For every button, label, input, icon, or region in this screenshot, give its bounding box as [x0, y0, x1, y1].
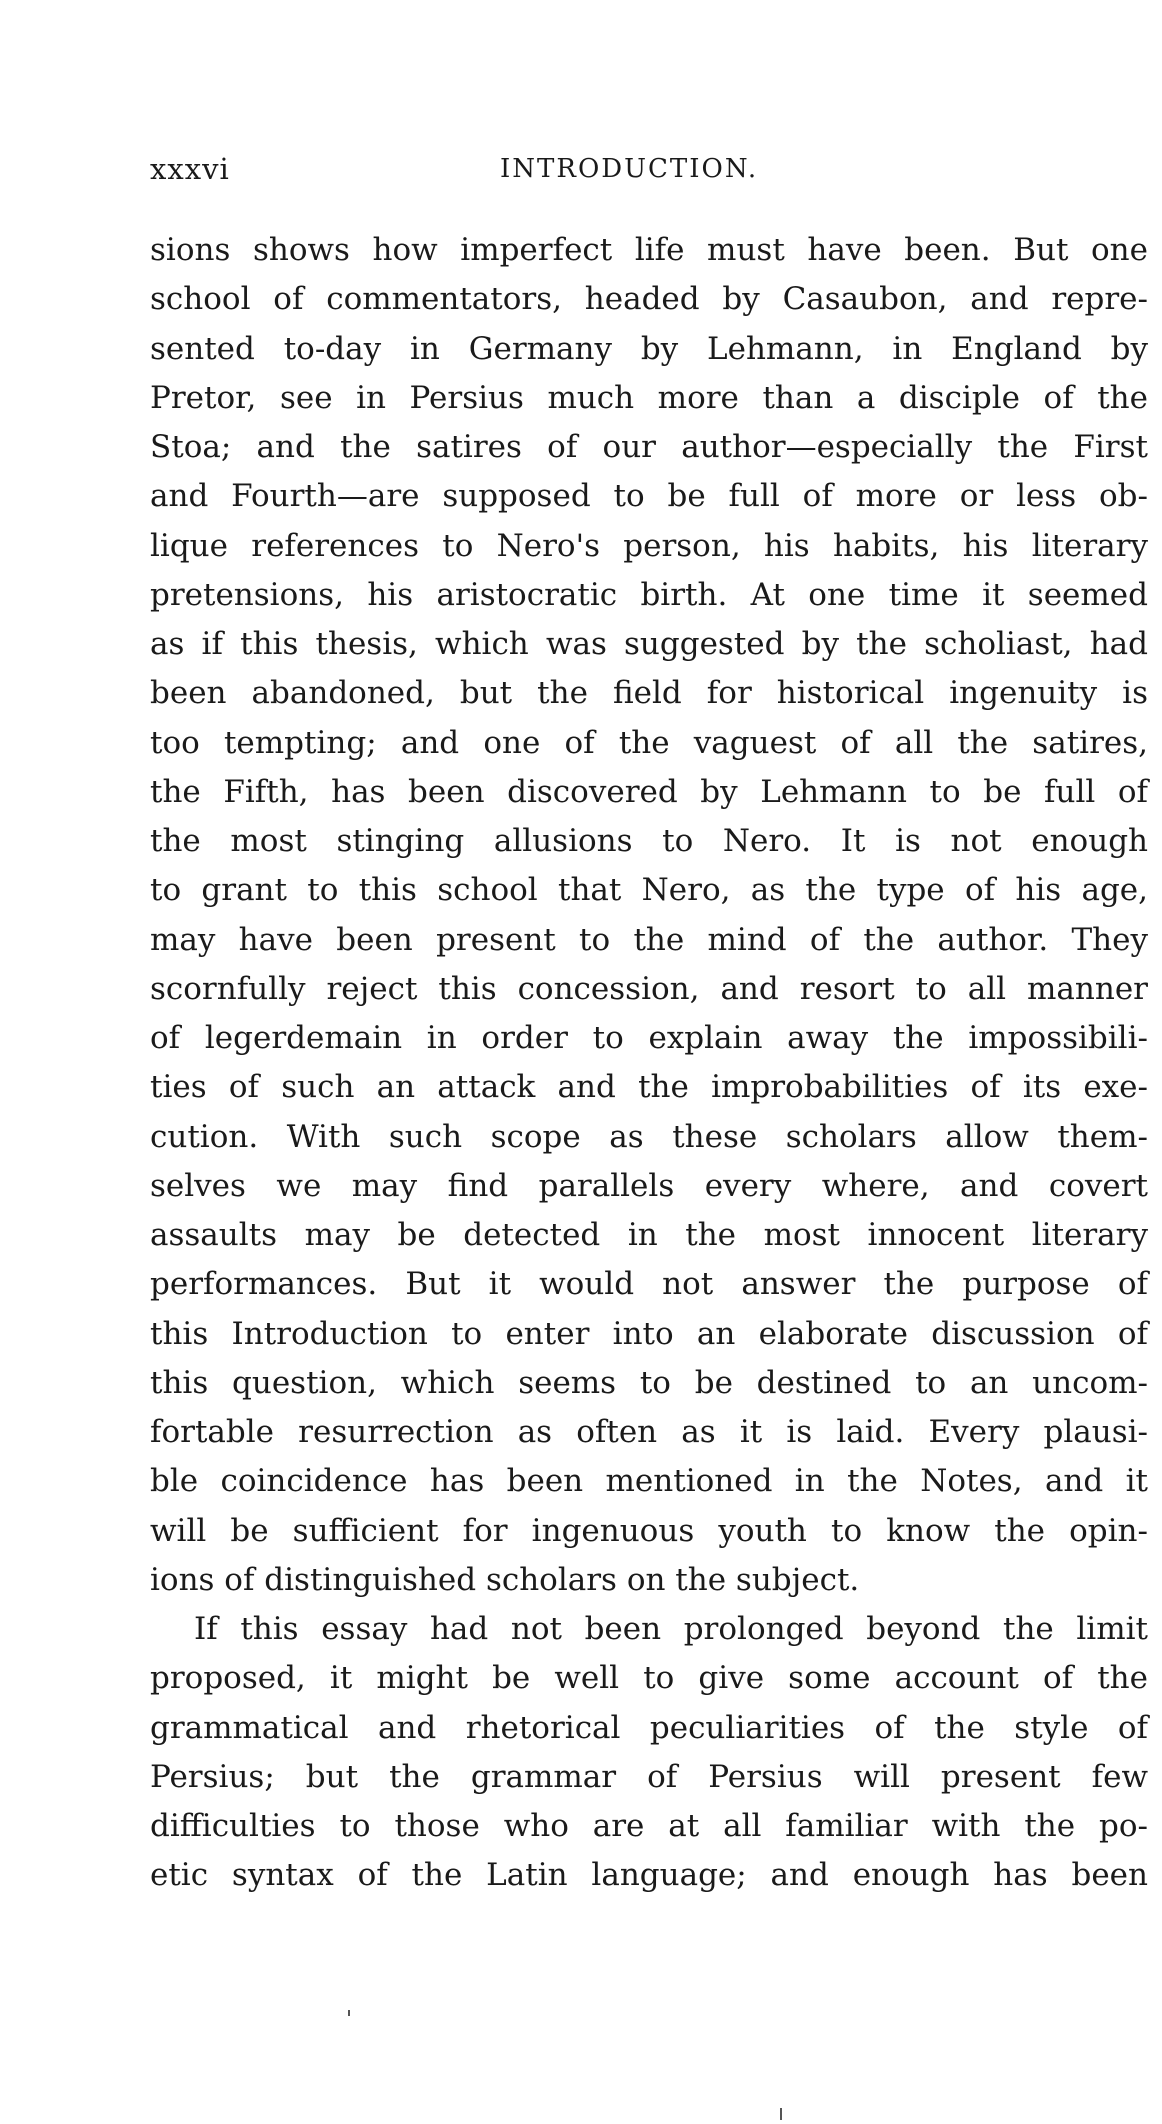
text-line: this Introduction to enter into an elaborate discussion of	[150, 1315, 1148, 1352]
text-line: sented to-day in Germany by Lehmann, in England by	[150, 330, 1148, 367]
text-line: lique references to Nero's person, his habits, his literary	[150, 527, 1148, 564]
text-line: the Fifth, has been discovered by Lehmann to be full of	[150, 773, 1148, 810]
text-line: assaults may be detected in the most innocent literary	[150, 1217, 1148, 1253]
running-title: INTRODUCTION.	[500, 154, 759, 184]
body-text	[150, 226, 1148, 1901]
text-line: been abandoned, but the field for historical ingenuity is	[150, 675, 1148, 712]
text-line: the most stinging allusions to Nero. It is not enough	[150, 823, 1148, 859]
page-header	[150, 152, 1150, 192]
text-line: Pretor, see in Persius much more than a disciple of the	[150, 379, 1148, 416]
text-line: this question, which seems to be destined to an uncom-	[150, 1364, 1148, 1401]
text-line: will be sufficient for ingenuous youth to know the opin-	[150, 1512, 1148, 1549]
text-line: difficulties to those who are at all familiar with the po-	[150, 1808, 1148, 1844]
text-line: etic syntax of the Latin language; and enough has been	[150, 1857, 1148, 1894]
text-line: ties of such an attack and the improbabilities of its exe-	[150, 1069, 1148, 1106]
scan-speck	[780, 2108, 782, 2120]
text-line: grammatical and rhetorical peculiarities of the style of	[150, 1709, 1148, 1746]
text-line: as if this thesis, which was suggested by the scholiast, had	[150, 626, 1148, 662]
text-line: pretensions, his aristocratic birth. At one time it seemed	[150, 576, 1148, 613]
text-line: to grant to this school that Nero, as the type of his age,	[150, 872, 1148, 909]
scan-speck	[348, 2010, 350, 2016]
text-line: fortable resurrection as often as it is laid. Every plausi-	[150, 1414, 1148, 1450]
text-line: too tempting; and one of the vaguest of all the satires,	[150, 724, 1148, 761]
text-line: Stoa; and the satires of our author—especially the First	[150, 429, 1148, 465]
text-line: Persius; but the grammar of Persius will present few	[150, 1758, 1148, 1795]
text-line: cution. With such scope as these scholars allow them-	[150, 1118, 1148, 1155]
text-line: may have been present to the mind of the author. They	[150, 921, 1148, 958]
text-line: and Fourth—are supposed to be full of more or less ob-	[150, 478, 1148, 515]
text-line: performances. But it would not answer the purpose of	[150, 1266, 1148, 1303]
text-line: If this essay had not been prolonged beyond the limit	[194, 1611, 1148, 1647]
text-line: ions of distinguished scholars on the subject.	[150, 1561, 860, 1598]
text-line: school of commentators, headed by Casaubon, and repre-	[150, 281, 1148, 318]
page-number: xxxvi	[150, 152, 230, 186]
text-line: of legerdemain in order to explain away the impossibili-	[150, 1020, 1148, 1056]
text-line: selves we may find parallels every where, and covert	[150, 1167, 1148, 1204]
text-line: scornfully reject this concession, and resort to all manner	[150, 970, 1148, 1007]
text-line: sions shows how imperfect life must have been. But one	[150, 232, 1148, 268]
text-line: proposed, it might be well to give some account of the	[150, 1660, 1148, 1697]
text-line: ble coincidence has been mentioned in the Notes, and it	[150, 1463, 1148, 1500]
